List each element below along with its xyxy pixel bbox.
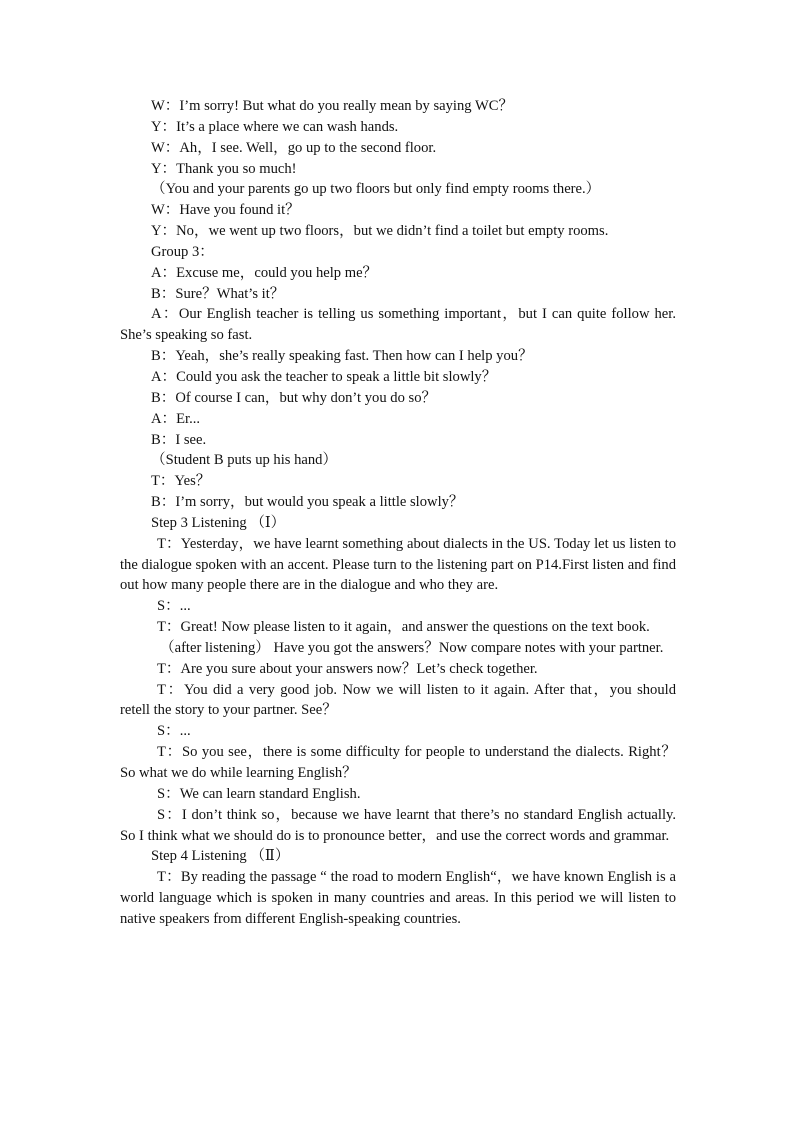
dialogue-line: B：I’m sorry，but would you speak a little slowly？: [151, 494, 464, 511]
dialogue-line: T：So you see，there is some difficulty for people to understand the dialects. Right？So what we do while learning English？: [120, 744, 676, 781]
dialogue-line: T：Great! Now please listen to it again，and answer the questions on the text book.: [157, 619, 650, 636]
dialogue-line: T：Yesterday，we have learnt something about dialects in the US. Today let us listen to the dialogue spoken with an accent. Please turn to the listening part on P14.First listen and find out how many people there are in the dialogue and who they are.: [120, 535, 676, 594]
step-heading: Step 3 Listening （Ⅰ）: [151, 514, 286, 531]
stage-direction: （after listening） Have you got the answers？Now compare notes with your partner.: [160, 639, 664, 656]
dialogue-line: A：Er...: [151, 410, 201, 427]
dialogue-line: Y：It’s a place where we can wash hands.: [151, 118, 399, 135]
dialogue-line: B：Yeah，she’s really speaking fast. Then how can I help you？: [151, 348, 533, 365]
document-body: [120, 96, 676, 930]
dialogue-line: W：I’m sorry! But what do you really mean by saying WC？: [151, 98, 514, 114]
dialogue-line: S：I don’t think so，because we have learnt that there’s no standard English actually. So I think what we should do is to pronounce better，and use the correct words and grammar.: [120, 806, 676, 844]
dialogue-line: S：...: [157, 723, 191, 740]
stage-direction: （You and your parents go up two floors but only find empty rooms there.）: [151, 181, 601, 198]
dialogue-line: B：Of course I can，but why don’t you do so？: [151, 389, 437, 406]
dialogue-line: T：Are you sure about your answers now？Let’s check together.: [157, 660, 538, 677]
dialogue-line: W：Ah，I see. Well，go up to the second floor.: [151, 139, 437, 156]
dialogue-line: W：Have you found it？: [151, 202, 300, 219]
dialogue-line: A：Our English teacher is telling us something important，but I can quite follow her. She’s speaking so fast.: [120, 306, 676, 344]
dialogue-line: S：...: [157, 598, 191, 615]
dialogue-line: T：By reading the passage “ the road to modern English“，we have known English is a world language which is spoken in many countries and areas. In this period we will listen to native speakers from different English-speaking countries.: [120, 869, 676, 927]
dialogue-line: B：Sure？What’s it？: [151, 285, 285, 302]
dialogue-line: Y：Thank you so much!: [151, 160, 297, 177]
dialogue-line: T：You did a very good job. Now we will listen to it again. After that，you should retell the story to your partner. See？: [120, 681, 676, 719]
stage-direction: （Student B puts up his hand）: [151, 452, 338, 469]
dialogue-line: A：Could you ask the teacher to speak a little bit slowly？: [151, 368, 497, 385]
dialogue-line: Y：No，we went up two floors，but we didn’t find a toilet but empty rooms.: [151, 223, 609, 240]
dialogue-line: T：Yes？: [151, 473, 211, 490]
dialogue-line: S：We can learn standard English.: [157, 785, 361, 802]
step-heading: Step 4 Listening （Ⅱ）: [151, 848, 290, 865]
group-heading: Group 3：: [151, 243, 214, 260]
dialogue-line: A：Excuse me，could you help me？: [151, 264, 378, 281]
dialogue-line: B：I see.: [151, 431, 207, 448]
